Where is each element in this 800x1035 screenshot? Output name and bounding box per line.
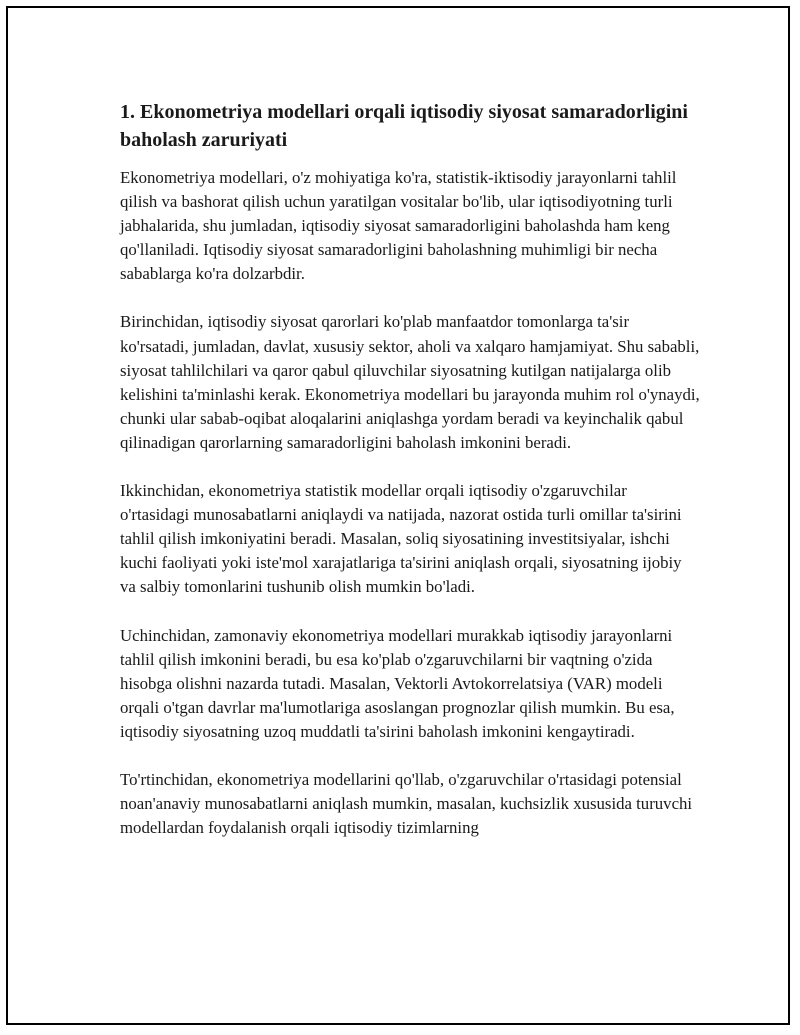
document-content [120,98,700,864]
section-title: 1. Ekonometriya modellari orqali iqtisodiy siyosat samaradorligini baholash zaruriyati [120,101,688,151]
document-page [6,6,790,1025]
paragraph-second: Ikkinchidan, ekonometriya statistik modellar orqali iqtisodiy o'zgaruvchilar o'rtasidagi munosabatlarni aniqlaydi va natijada, nazorat ostida turli omillar ta'sirini tahlil qilish imkoniyatini beradi. Masalan, soliq siyosatining investitsiyalar, ishchi kuchi faoliyati yoki iste'mol xarajatlariga ta'sirini aniqlash orqali, siyosatning ijobiy va salbiy tomonlarini tushunib olish mumkin bo'ladi. [120,481,682,597]
paragraph-first: Birinchidan, iqtisodiy siyosat qarorlari ko'plab manfaatdor tomonlarga ta'sir ko'rsatadi, jumladan, davlat, xususiy sektor, aholi va xalqaro hamjamiyat. Shu sababli, siyosat tahlilchilari va qaror qabul qiluvchilar siyosatning kutilgan natijalarga olib kelishini ta'minlashi kerak. Ekonometriya modellari bu jarayonda muhim rol o'ynaydi, chunki ular sabab-oqibat aloqalarini aniqlashga yordam beradi va keyinchalik qabul qilinadigan qarorlarning samaradorligini baholash imkonini beradi. [120,312,700,452]
paragraph-fourth: To'rtinchidan, ekonometriya modellarini qo'llab, o'zgaruvchilar o'rtasidagi potensial noan'anaviy munosabatlarni aniqlash mumkin, masalan, kuchsizlik xususida turuvchi modellardan foydalanish orqali iqtisodiy tizimlarning [120,769,693,838]
paragraph-intro: Ekonometriya modellari, o'z mohiyatiga ko'ra, statistik-iktisodiy jarayonlarni tahlil qilish va bashorat qilish uchun yaratilgan vositalar bo'lib, ular iqtisodiyotning turli jabhalarida, shu jumladan, iqtisodiy siyosat samaradorligini baholashda ham keng qo'llaniladi. Iqtisodiy siyosat samaradorligini baholashning muhimligi bir necha sabablarga ko'ra dolzarbdir. [120,168,677,284]
paragraph-third: Uchinchidan, zamonaviy ekonometriya modellari murakkab iqtisodiy jarayonlarni tahlil qilish imkonini beradi, bu esa ko'plab o'zgaruvchilarni bir vaqtning o'zida hisobga olishni nazarda tutadi. Masalan, Vektorli Avtokorrelatsiya (VAR) modeli orqali o'tgan davrlar ma'lumotlariga asoslangan prognozlar qilish mumkin. Bu esa, iqtisodiy siyosatning uzoq muddatli ta'sirini baholash imkonini kengaytiradi. [120,625,675,741]
